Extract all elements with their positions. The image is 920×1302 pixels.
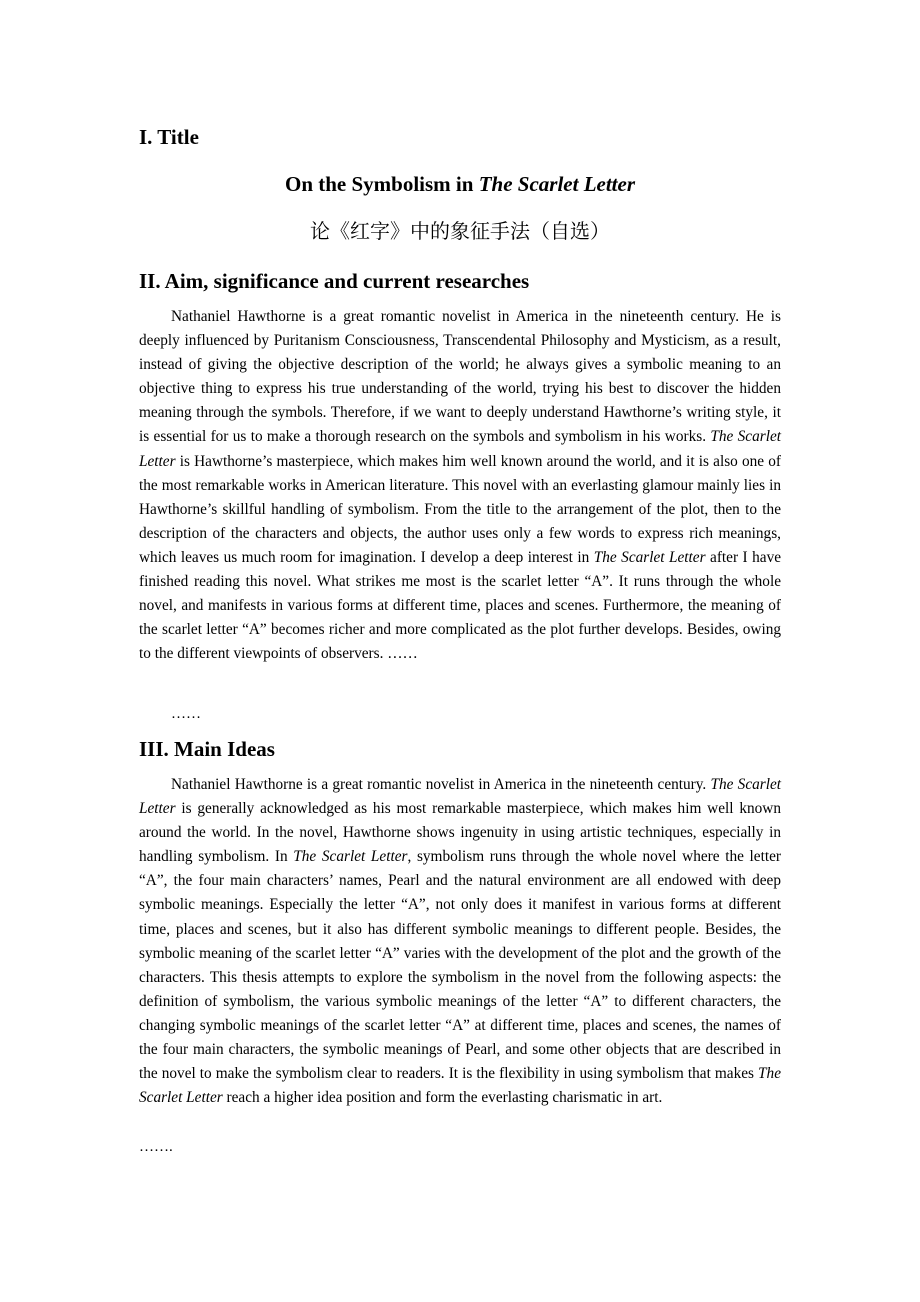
main-text-4: reach a higher idea position and form the everlasting charismatic in art. <box>222 1089 663 1107</box>
aim-text-3: after I have finished reading this novel. What strikes me most is the scarlet letter “A”. It runs through the whole novel, and manifests in various forms at different time, places and scenes. Furthermore, the meaning of the scarlet letter “A” becomes richer and more complicated as the plot further develops. Besides, owing to the different viewpoints of observers. …… <box>139 548 782 663</box>
main-text-1: Nathaniel Hawthorne is a great romantic novelist in America in the nineteenth century. <box>171 776 711 793</box>
main-italic-1: The Scarlet Letter <box>139 776 782 818</box>
chinese-title: 论《红字》中的象征手法（自选） <box>310 219 610 243</box>
main-text-2: is generally acknowledged as his most remarkable masterpiece, which makes him well known around the world. In the novel, Hawthorne shows ingenuity in using artistic techniques, especially in handling symbolism. In <box>139 800 781 866</box>
main-italic-2: The Scarlet Letter <box>293 848 408 866</box>
main-text-3: , symbolism runs through the whole novel where the letter “A”, the four main characters’ names, Pearl and the natural environment are all endowed with deep symbolic meanings. Especially the letter “A”, not only does it manifest in various forms at different time, places and scenes, but it also has different symbolic meanings to different people. Besides, the symbolic meaning of the scarlet letter “A” varies with the development of the plot and the growth of the characters. This thesis attempts to explore the symbolism in the novel from the following aspects: the definition of symbolism, the various symbolic meanings of the letter “A” to different characters, the changing symbolic meanings of the scarlet letter “A” at different time, places and scenes, the names of the four main characters, the symbolic meanings of Pearl, and some other objects that are described in the novel to make the symbolism clear to readers. It is the flexibility in using symbolism that makes <box>139 848 781 1083</box>
english-title-prefix: On the Symbolism in <box>284 172 479 196</box>
aim-italic-2: The Scarlet Letter <box>593 548 706 566</box>
aim-text-1: Nathaniel Hawthorne is a great romantic novelist in America in the nineteenth century. He is deeply influenced by Puritanism Consciousness, Transcendental Philosophy and Mysticism, as a result, instead of giving the objective description of the world; he always gives a symbolic meaning to an objective thing to express his true understanding of the world, trying his best to discover the hidden meaning through the symbols. Therefore, if we want to deeply understand Hawthorne’s writing style, it is essential for us to make a thorough research on the symbols and symbolism in his works. <box>139 308 781 446</box>
section-heading-aim: II. Aim, significance and current researches <box>139 269 530 293</box>
aim-paragraph <box>139 305 781 666</box>
section-heading-main-ideas: III. Main Ideas <box>139 737 275 761</box>
section-heading-title: I. Title <box>139 125 199 149</box>
aim-italic-1: The Scarlet Letter <box>139 428 781 470</box>
main-ellipsis: ……. <box>139 1139 173 1155</box>
main-ideas-paragraph <box>139 773 781 1110</box>
english-title <box>0 172 920 196</box>
english-title-italic: The Scarlet Letter <box>478 172 636 196</box>
aim-ellipsis: …… <box>171 706 201 722</box>
aim-text-2: is Hawthorne’s masterpiece, which makes him well known around the world, and it is also one of the most remarkable works in American literature. This novel with an everlasting glamour mainly lies in Hawthorne’s skillful handling of symbolism. From the title to the arrangement of the plot, then to the description of the characters and objects, the author uses only a few words to express rich meanings, which leaves us much room for imagination. I develop a deep interest in <box>139 452 781 566</box>
main-italic-3: The Scarlet Letter <box>139 1065 781 1107</box>
